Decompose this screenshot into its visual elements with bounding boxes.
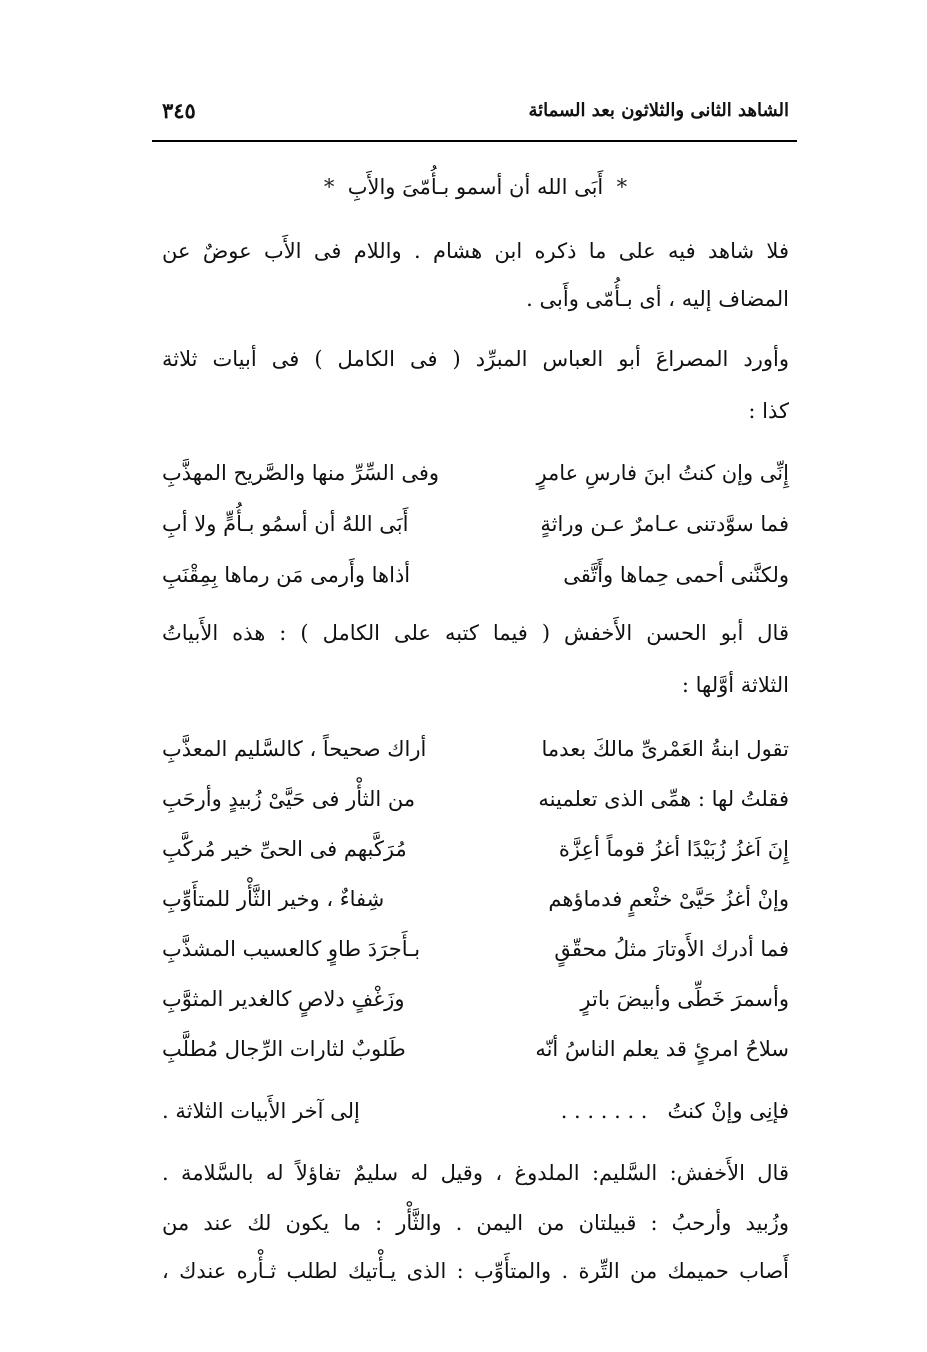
paragraph-line: كذا : [748,399,789,423]
first-hemistich: سلاحُ امرئٍ قد يعلم الناسُ أنّه [535,1037,789,1061]
star-ornament-icon: * [323,175,335,199]
second-hemistich: شِفاءٌ ، وخير الثَّأْر للمتأَوِّبِ [162,887,385,911]
paragraph-line: وزُبيد وأرحبُ : قبيلتان من اليمن . والثَّأْر : ما يكون لك عند من [162,1211,789,1235]
opening-hemistich-text: أَبَى الله أن أسمو بـأُمّىَ والأَبِ [347,175,604,199]
first-hemistich: فما سوَّدتنى عـامرٌ عـن وراثةٍ [540,512,789,536]
second-hemistich: أَبَى اللهُ أن أسمُو بـأُمٍّ ولا أبِ [162,512,409,536]
first-hemistich: فما أدرك الأَوتارَ مثلُ محقّقٍ [554,937,789,961]
paragraph-line: المضاف إليه ، أى بـأُمّى وأَبى . [526,287,789,311]
second-hemistich: أذاها وأَرمى مَن رماها بِمِقْنَبِ [162,563,411,587]
verse-line [162,782,789,816]
second-hemistich: وفى السِّرِّ منها والصَّريح المهذَّبِ [162,461,440,485]
verse-line [162,932,789,966]
second-hemistich: وزَغْفٍ دلاصٍ كالغدير المثوَّبِ [162,987,405,1011]
opening-hemistich [162,172,789,202]
ellipsis-line [162,1094,789,1128]
first-hemistich: ولكنَّنى أحمى حِماها وأَتَّقى [563,563,789,587]
first-hemistich: وأسمرَ خَطِّى وأبيضَ باترٍ [580,987,789,1011]
verse-line [162,982,789,1016]
second-hemistich: طَلوبٌ لثارات الرِّجال مُطلَّبِ [162,1037,406,1061]
first-hemistich: فقلتُ لها : همِّى الذى تعلمينه [538,787,789,811]
first-hemistich: إِنَ اَغزُ زُبَيْدًا أغزُ قوماً أعِزَّة [558,837,789,861]
page-number: ٣٤٥ [162,98,196,123]
verse-line [162,1032,789,1066]
verse-line [162,558,789,592]
paragraph-line: قال أبو الحسن الأَخفش ( فيما كتبه على الكامل ) : هذه الأَبياتُ [162,621,789,645]
second-hemistich: بـأَجرَدَ طاوٍ كالعسيب المشذَّبِ [162,937,421,961]
ellipsis-end: إلى آخر الأَبيات الثلاثة . [162,1099,360,1123]
verse-line [162,456,789,490]
second-hemistich: مُرَكَّبهم فى الحىِّ خير مُركَّبِ [162,837,407,861]
ellipsis-dots: . . . . . . . [560,1099,648,1123]
header-rule [152,140,797,142]
first-hemistich: تقول ابنةُ العَمْرىِّ مالكَ بعدما [541,737,789,761]
paragraph-line: وأورد المصراعَ أبو العباس المبرِّد ( فى الكامل ) فى أبيات ثلاثة [162,347,789,371]
paragraph-line: الثلاثة أوَّلها : [681,673,789,697]
verse-line [162,832,789,866]
first-hemistich: إِنِّى وإن كنتُ ابنَ فارسِ عامرٍ [536,461,789,485]
paragraph-line: فلا شاهد فيه على ما ذكره ابن هشام . واللام فى الأَب عوضٌ عن [162,239,789,263]
paragraph-line: أَصاب حميمك من التِّرة . والمتأَوِّب : الذى يـأْتيك لطلب ثـأْره عندك ، [162,1259,789,1283]
paragraph-line: قال الأَخفش: السَّليم: الملدوغ ، وقيل له سليمٌ تفاؤلاً له بالسَّلامة . [162,1161,789,1185]
ellipsis-start: فإنِى وإنْ كنتُ . . . . . . . [560,1099,789,1123]
verse-line [162,507,789,541]
second-hemistich: من الثأْر فى حَيَّىْ زُبيدٍ وأرحَبِ [162,787,416,811]
verse-line [162,882,789,916]
page-header [162,100,789,132]
running-title: الشاهد الثانى والثلاثون بعد السمائة [528,100,789,121]
first-hemistich: وإنْ أغزُ حَيَّىْ خثْعمٍ فدماؤهم [548,887,789,911]
second-hemistich: أراك صحيحاً ، كالسَّليم المعذَّبِ [162,737,427,761]
star-ornament-icon: * [616,175,628,199]
verse-line [162,732,789,766]
